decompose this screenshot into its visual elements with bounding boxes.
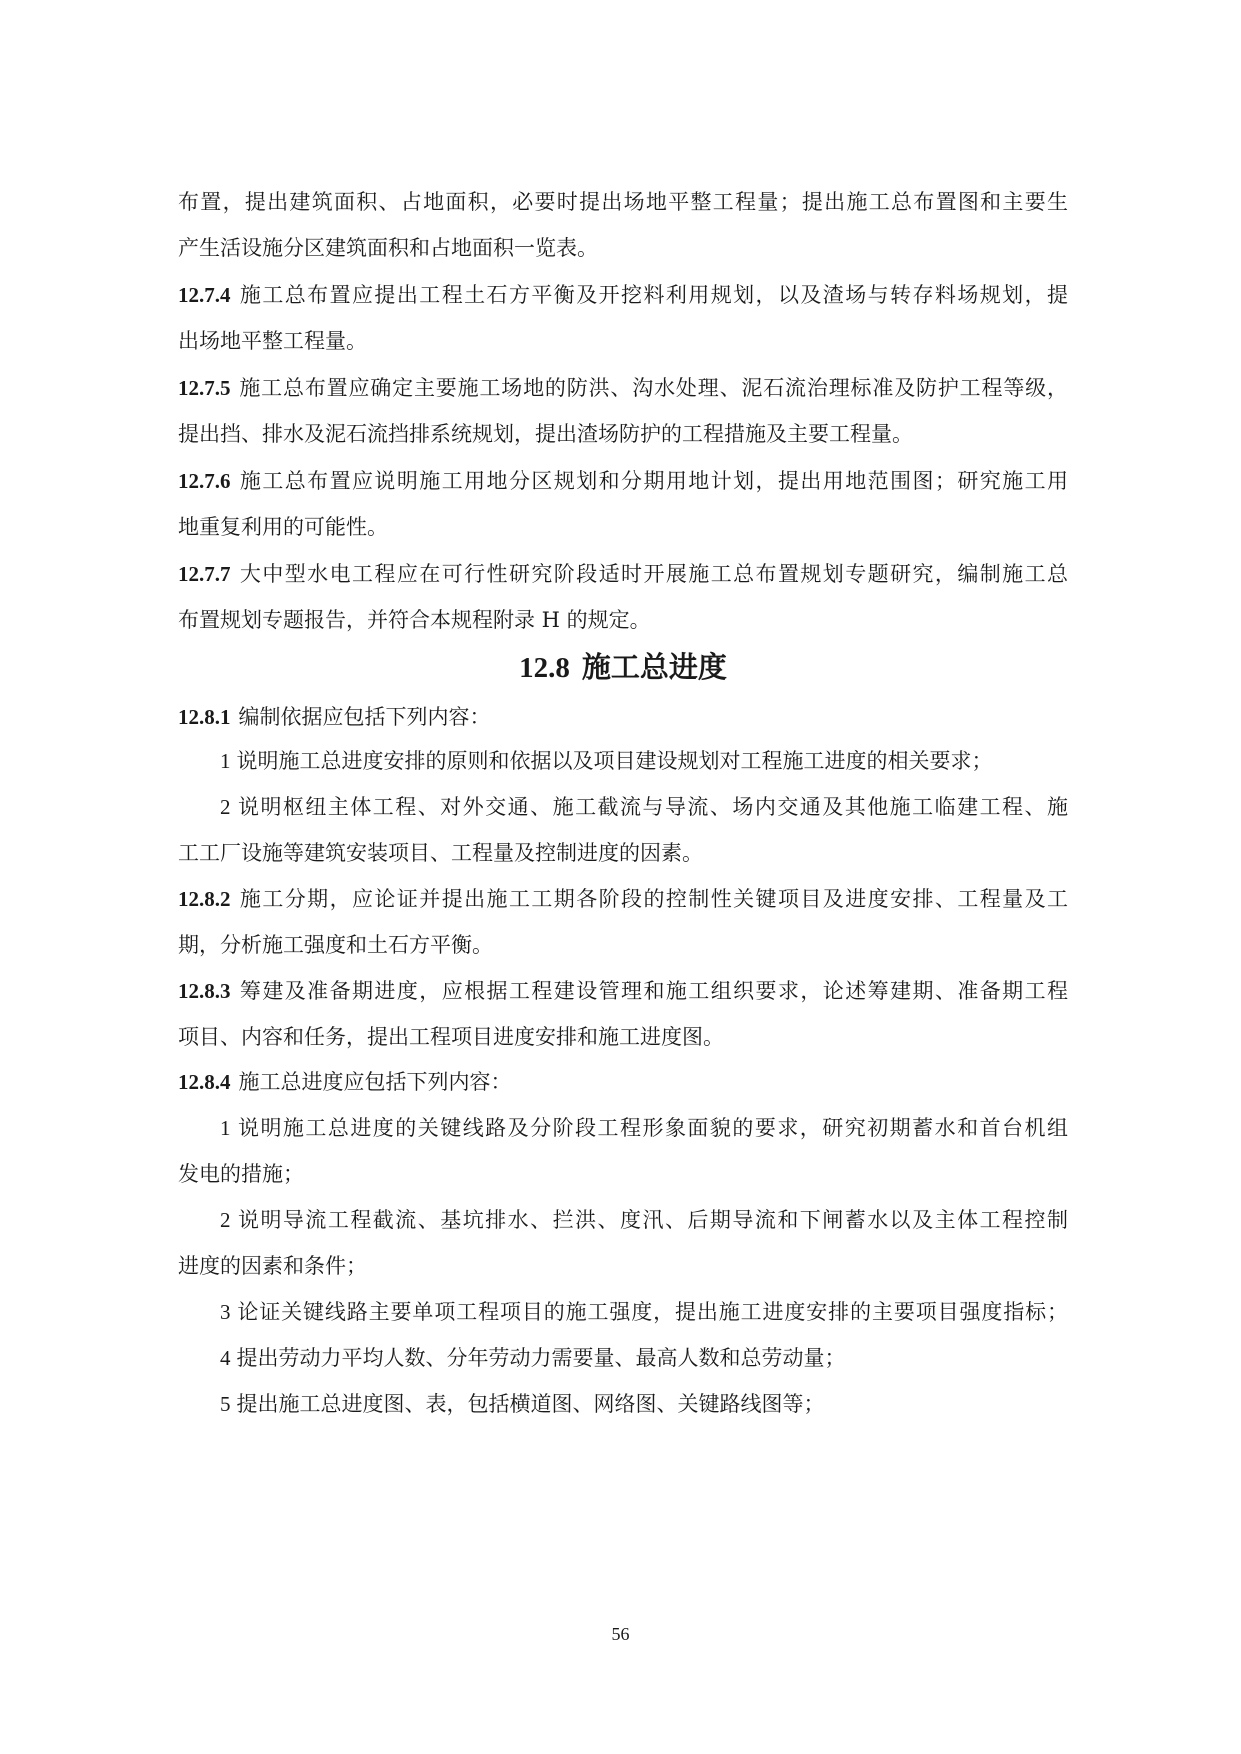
- clause-number: 12.7.7: [178, 562, 231, 586]
- line-text: 布置规划专题报告，并符合本规程附录 H 的规定。: [178, 608, 651, 632]
- paragraph-line: [178, 185, 1068, 219]
- clause-12-7-5: [178, 371, 1068, 405]
- clause-number: 12.7.5: [178, 376, 231, 400]
- item-number: 3: [220, 1300, 231, 1324]
- paragraph-line: [178, 836, 1068, 870]
- line-text: 论证关键线路主要单项工程项目的施工强度，提出施工进度安排的主要项目强度指标；: [236, 1300, 1068, 1324]
- list-item: [220, 744, 1068, 778]
- line-text: 提出挡、排水及泥石流挡排系统规划，提出渣场防护的工程措施及主要工程量。: [178, 422, 913, 446]
- clause-12-8-3: [178, 974, 1068, 1008]
- paragraph-line: [178, 324, 1068, 358]
- paragraph-line: [178, 603, 1068, 637]
- section-number: 12.8: [519, 652, 570, 684]
- line-text: 项目、内容和任务，提出工程项目进度安排和施工进度图。: [178, 1025, 724, 1049]
- line-text: 施工总布置应确定主要施工场地的防洪、沟水处理、泥石流治理标准及防护工程等级，: [238, 376, 1068, 400]
- line-text: 发电的措施；: [178, 1162, 304, 1186]
- clause-number: 12.7.4: [178, 283, 231, 307]
- clause-number: 12.8.1: [178, 705, 231, 729]
- line-text: 说明导流工程截流、基坑排水、拦洪、度汛、后期导流和下闸蓄水以及主体工程控制: [236, 1208, 1068, 1232]
- item-number: 1: [220, 1116, 231, 1140]
- line-text: 说明施工总进度的关键线路及分阶段工程形象面貌的要求，研究初期蓄水和首台机组: [236, 1116, 1068, 1140]
- item-number: 4: [220, 1346, 231, 1370]
- line-text: 提出施工总进度图、表，包括横道图、网络图、关键路线图等；: [236, 1392, 825, 1416]
- line-text: 进度的因素和条件；: [178, 1254, 367, 1278]
- line-text: 施工总布置应提出工程土石方平衡及开挖料利用规划，以及渣场与转存料场规划，提: [238, 283, 1068, 307]
- line-text: 施工总进度应包括下列内容：: [238, 1070, 512, 1094]
- section-heading: [178, 647, 1068, 688]
- line-text: 说明施工总进度安排的原则和依据以及项目建设规划对工程施工进度的相关要求；: [236, 749, 993, 773]
- paragraph-line: [178, 1249, 1068, 1283]
- item-number: 2: [220, 795, 231, 819]
- list-item: [220, 1295, 1068, 1329]
- list-item: [220, 790, 1068, 824]
- line-text: 期，分析施工强度和土石方平衡。: [178, 933, 493, 957]
- line-text: 施工分期，应论证并提出施工工期各阶段的控制性关键项目及进度安排、工程量及工: [238, 887, 1068, 911]
- line-text: 出场地平整工程量。: [178, 329, 367, 353]
- clause-12-7-7: [178, 557, 1068, 591]
- line-text: 提出劳动力平均人数、分年劳动力需要量、最高人数和总劳动量；: [236, 1346, 846, 1370]
- item-number: 2: [220, 1208, 231, 1232]
- clause-12-8-4: [178, 1065, 1068, 1099]
- line-text: 大中型水电工程应在可行性研究阶段适时开展施工总布置规划专题研究，编制施工总: [238, 562, 1068, 586]
- line-text: 施工总布置应说明施工用地分区规划和分期用地计划，提出用地范围图；研究施工用: [238, 469, 1068, 493]
- item-number: 1: [220, 749, 231, 773]
- clause-number: 12.8.3: [178, 979, 231, 1003]
- paragraph-line: [178, 510, 1068, 544]
- line-text: 筹建及准备期进度，应根据工程建设管理和施工组织要求，论述筹建期、准备期工程: [238, 979, 1068, 1003]
- list-item: [220, 1341, 1068, 1375]
- line-text: 编制依据应包括下列内容：: [238, 705, 491, 729]
- item-number: 5: [220, 1392, 231, 1416]
- list-item: [220, 1387, 1068, 1421]
- paragraph-line: [178, 1157, 1068, 1191]
- clause-12-7-4: [178, 278, 1068, 312]
- paragraph-line: [178, 928, 1068, 962]
- line-text: 工工厂设施等建筑安装项目、工程量及控制进度的因素。: [178, 841, 703, 865]
- line-text: 地重复利用的可能性。: [178, 515, 388, 539]
- clause-number: 12.7.6: [178, 469, 231, 493]
- page-number: 56: [611, 1624, 630, 1644]
- line-text: 说明枢纽主体工程、对外交通、施工截流与导流、场内交通及其他施工临建工程、施: [236, 795, 1068, 819]
- clause-12-8-1: [178, 700, 1068, 734]
- section-title: 施工总进度: [581, 650, 727, 684]
- clause-12-7-6: [178, 464, 1068, 498]
- line-text: 产生活设施分区建筑面积和占地面积一览表。: [178, 236, 598, 260]
- list-item: [220, 1203, 1068, 1237]
- paragraph-line: [178, 417, 1068, 451]
- clause-12-8-2: [178, 882, 1068, 916]
- paragraph-line: [178, 1020, 1068, 1054]
- line-text: 布置，提出建筑面积、占地面积，必要时提出场地平整工程量；提出施工总布置图和主要生: [178, 190, 1068, 214]
- clause-number: 12.8.4: [178, 1070, 231, 1094]
- list-item: [220, 1111, 1068, 1145]
- paragraph-line: [178, 231, 1068, 265]
- clause-number: 12.8.2: [178, 887, 231, 911]
